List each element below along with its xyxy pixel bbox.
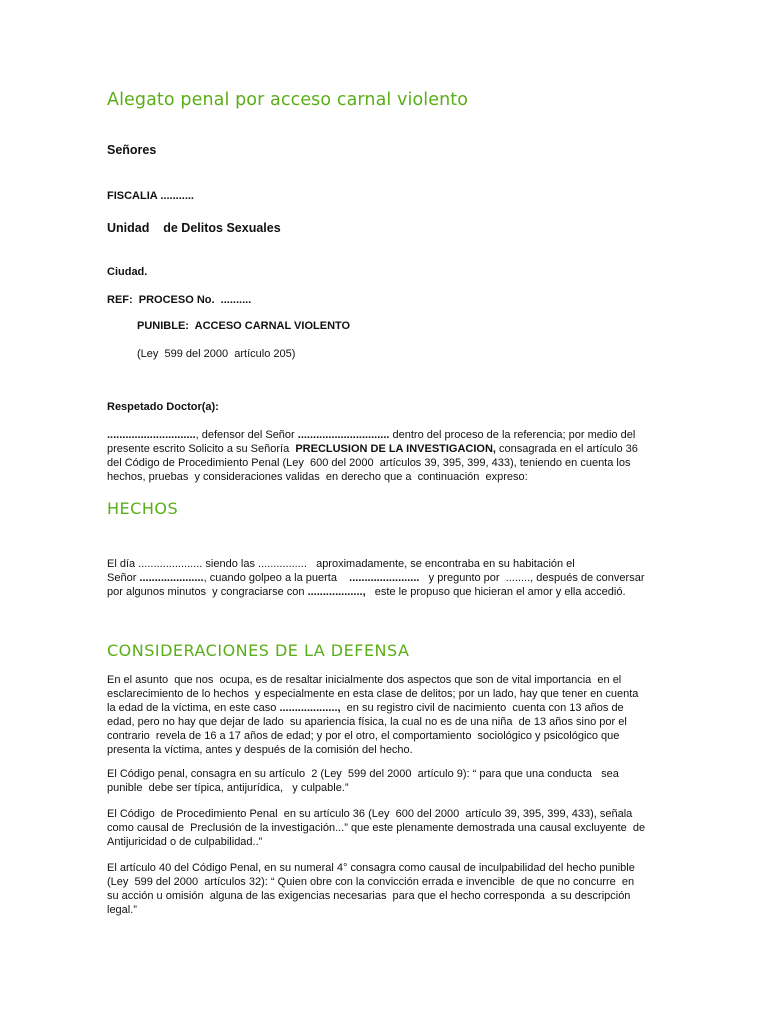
paragraph-line: El Código penal, consagra en su artículo 2 (Ley 599 del 2000 artículo 9): “ para que una conducta sea — [107, 768, 619, 780]
paragraph-line: (Ley 599 del 2000 artículos 32): “ Quien obre con la convicción errada e invencible de que no concurre en — [107, 876, 635, 888]
paragraph-line: En el asunto que nos ocupa, es de resaltar inicialmente dos aspectos que son de vital importancia en el — [107, 674, 622, 686]
intro-paragraph — [107, 428, 657, 484]
placeholder-dots: .................., — [307, 586, 366, 598]
paragraph-line: legal.” — [107, 904, 137, 916]
placeholder-dots: .............................. — [297, 429, 390, 441]
section-heading-consideraciones: CONSIDERACIONES DE LA DEFENSA — [107, 641, 410, 660]
paragraph-line: presenta la víctima, antes y después de la comisión del hecho. — [107, 744, 413, 756]
addressee-unidad: Unidad de Delitos Sexuales — [107, 221, 281, 235]
paragraph-line: El Código de Procedimiento Penal en su artículo 36 (Ley 600 del 2000 artículo 39, 395, 399, 433), señala — [107, 808, 633, 820]
text-span: dentro del proceso de la referencia; por medio del — [389, 429, 636, 441]
placeholder-dots: ..................., — [279, 702, 341, 714]
consideraciones-paragraph-3 — [107, 807, 657, 849]
text-span: , cuando golpeo a la puerta — [203, 572, 350, 584]
paragraph-line: como causal de Preclusión de la investigación...” que este plenamente demostrada una causal excluyente de — [107, 822, 646, 834]
text-span: y pregunto por ........, después de conversar — [419, 572, 645, 584]
paragraph-line: su acción u omisión alguna de las exigencias necesarias para que el hecho corresponda a su descripción — [107, 890, 631, 902]
hechos-line: El día ..................... siendo las ................ aproximadamente, se encontraba en su habitación el — [107, 558, 575, 570]
consideraciones-paragraph-4 — [107, 861, 657, 917]
paragraph-line: esclarecimiento de lo hechos y especialmente en esta clase de delitos; por un lado, hay que tener en cuenta — [107, 688, 639, 700]
intro-line: del Código de Procedimiento Penal (Ley 600 del 2000 artículos 39, 395, 399, 433), teniendo en cuenta los — [107, 457, 631, 469]
salutation: Respetado Doctor(a): — [107, 401, 219, 413]
reference-proceso: REF: PROCESO No. .......... — [107, 294, 252, 306]
emphasis-preclusion: PRECLUSION DE LA INVESTIGACION, — [295, 443, 496, 455]
paragraph-line: Antijuricidad o de culpabilidad..” — [107, 836, 263, 848]
paragraph-line: contrario revela de 16 a 17 años de edad; y por el otro, el comportamiento sociológico y psicológico que — [107, 730, 620, 742]
paragraph-line: edad, pero no hay que dejar de lado su apariencia física, la cual no es de una niña de 13 años sino por el — [107, 716, 627, 728]
text-span: este le propuso que hicieran el amor y ella accedió. — [365, 586, 626, 598]
text-span: por algunos minutos y congraciarse con — [107, 586, 308, 598]
document-title: Alegato penal por acceso carnal violento — [107, 90, 469, 110]
addressee-ciudad: Ciudad. — [107, 266, 148, 278]
text-span: en su registro civil de nacimiento cuenta con 13 años de — [340, 702, 624, 714]
consideraciones-paragraph-1 — [107, 673, 657, 757]
reference-punible: PUNIBLE: ACCESO CARNAL VIOLENTO — [137, 320, 351, 332]
reference-ley: (Ley 599 del 2000 artículo 205) — [137, 348, 296, 360]
addressee-fiscalia: FISCALIA ........... — [107, 190, 194, 202]
text-span: , defensor del Señor — [195, 429, 298, 441]
paragraph-line: El artículo 40 del Código Penal, en su numeral 4° consagra como causal de inculpabilidad del hecho punible — [107, 862, 635, 874]
text-span: Señor — [107, 572, 140, 584]
consideraciones-paragraph-2 — [107, 767, 657, 795]
text-span: presente escrito Solicito a su Señoría — [107, 443, 296, 455]
placeholder-dots: ............................. — [107, 429, 196, 441]
placeholder-dots: ..................... — [139, 572, 204, 584]
addressee-senores: Señores — [107, 143, 157, 157]
paragraph-line: punible debe ser típica, antijurídica, y culpable.” — [107, 782, 349, 794]
hechos-paragraph — [107, 557, 657, 599]
text-span: consagrada en el artículo 36 — [496, 443, 638, 455]
section-heading-hechos: HECHOS — [107, 499, 179, 518]
intro-line: hechos, pruebas y consideraciones validas en derecho que a continuación expreso: — [107, 471, 528, 483]
placeholder-dots: ....................... — [349, 572, 420, 584]
text-span: la edad de la víctima, en este caso — [107, 702, 280, 714]
